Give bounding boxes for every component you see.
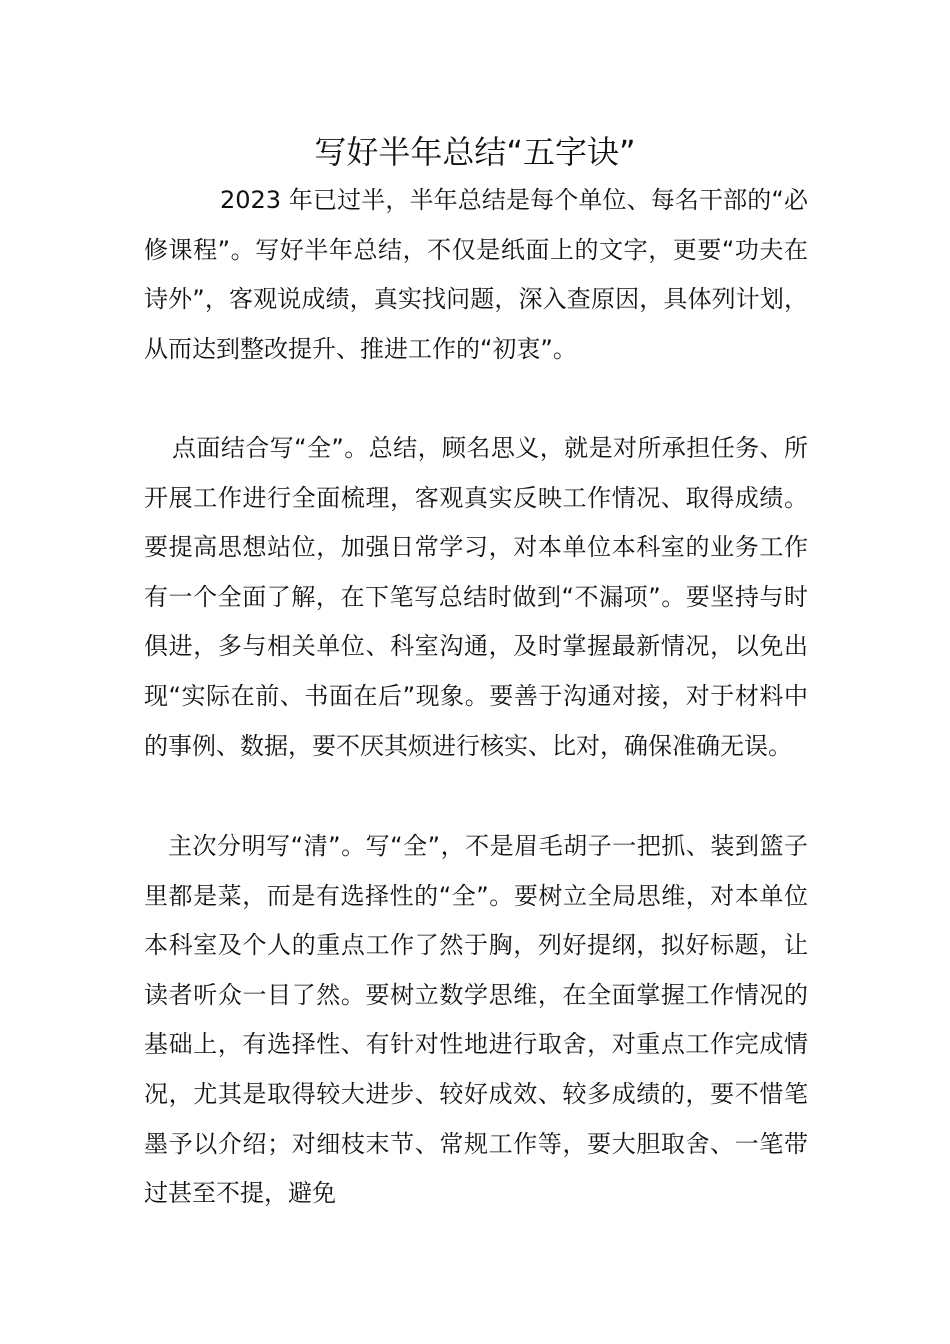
paragraph-section-quan: 点面结合写“全”。总结，顾名思义，就是对所承担任务、所开展工作进行全面梳理，客观真实反映工作情况、取得成绩。要提高思想站位，加强日常学习，对本单位本科室的业务工作有一个全面了解，在下笔写总结时做到“不漏项”。要坚持与时俱进，多与相关单位、科室沟通，及时掌握最新情况，以免出现“实际在前、书面在后”现象。要善于沟通对接，对于材料中的事例、数据，要不厌其烦进行核实、比对，确保准确无误。 bbox=[144, 434, 808, 760]
paragraph-intro: 2023 年已过半，半年总结是每个单位、每名干部的“必修课程”。写好半年总结，不仅是纸面上的文字，更要“功夫在诗外”，客观说成绩，真实找问题，深入查原因，具体列计划，从而达到整改提升、推进工作的“初衷”。 bbox=[144, 186, 808, 363]
document-title: 写好半年总结“五字诀” bbox=[314, 133, 636, 171]
paragraph-section-qing: 主次分明写“清”。写“全”，不是眉毛胡子一把抓、装到篮子里都是菜，而是有选择性的“全”。要树立全局思维，对本单位本科室及个人的重点工作了然于胸，列好提纲，拟好标题，让读者听众一目了然。要树立数学思维，在全面掌握工作情况的基础上，有选择性、有针对性地进行取舍，对重点工作完成情况，尤其是取得较大进步、较好成效、较多成绩的，要不惜笔墨予以介绍；对细枝末节、常规工作等，要大胆取舍、一笔带过甚至不提，避免 bbox=[144, 832, 808, 1208]
